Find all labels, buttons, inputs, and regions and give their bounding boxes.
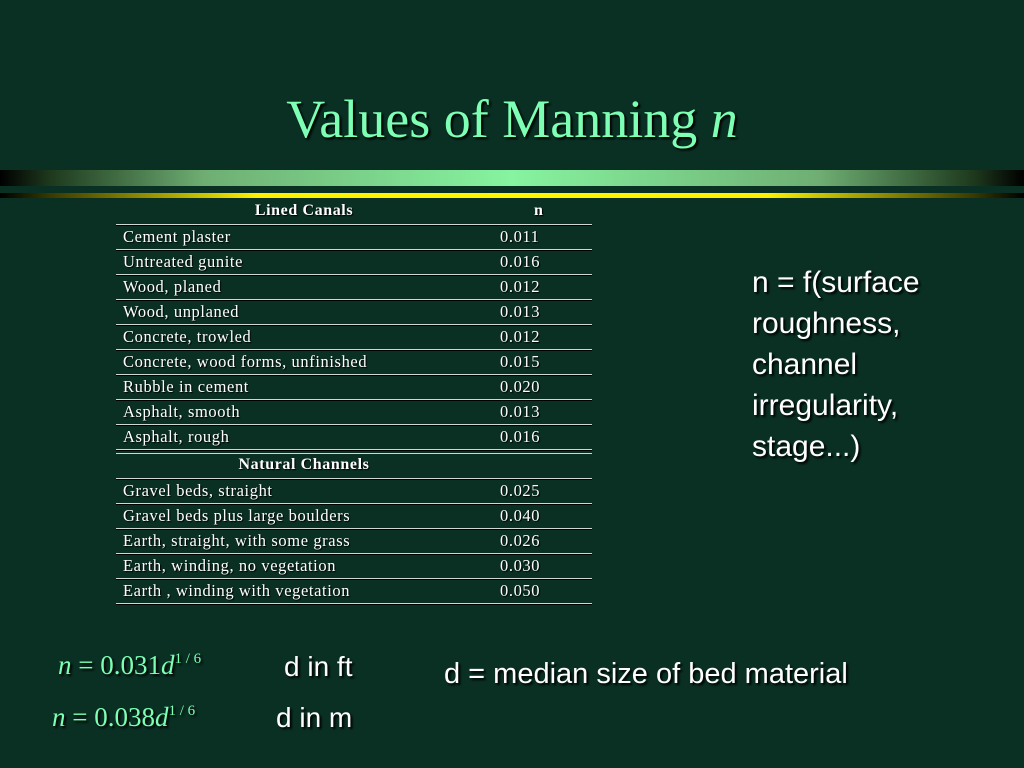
n-value-cell: 0.012 [500,277,541,296]
decorative-green-bar [0,170,1024,186]
material-cell: Rubble in cement [123,377,249,396]
formula-ft-lhs: n [58,650,72,680]
title-variable: n [710,89,738,149]
n-value-cell: 0.030 [500,556,541,575]
table-row [116,400,592,425]
n-value-cell: 0.015 [500,352,541,371]
unit-ft: d in ft [284,651,353,682]
lined-canals-rows [116,225,592,450]
n-value-cell: 0.026 [500,531,541,550]
n-value-cell: 0.011 [500,227,540,246]
manning-table [116,200,592,604]
decorative-yellow-bar [0,193,1024,198]
slide-title [0,88,1024,150]
header-natural-channels: Natural Channels [238,456,370,473]
table-row [116,529,592,554]
formula-ft-coef: 0.031 [100,650,161,680]
formula-m-coef: 0.038 [94,702,155,732]
table-row [116,479,592,504]
material-cell: Earth, winding, no vegetation [123,556,337,575]
material-cell: Earth , winding with vegetation [123,581,351,600]
header-lined-canals: Lined Canals [254,202,354,219]
table-row [116,250,592,275]
n-value-cell: 0.012 [500,327,541,346]
n-value-cell: 0.013 [500,402,541,421]
formula-ft-eq: = [78,650,94,680]
unit-m: d in m [276,702,353,733]
material-cell: Concrete, trowled [123,327,252,346]
table-row [116,325,592,350]
material-cell: Wood, planed [123,277,222,296]
table-row [116,554,592,579]
material-cell: Cement plaster [123,227,231,246]
natural-channels-rows [116,479,592,604]
table-row [116,579,592,604]
table-row [116,504,592,529]
roughness-note: n = f(surface roughness, channel irregularity, stage...) [752,266,920,463]
header-n: n [534,202,544,219]
n-value-cell: 0.025 [500,481,541,500]
formula-m [52,702,195,733]
n-value-cell: 0.016 [500,252,541,271]
formula-ft-exp: 1 / 6 [174,651,202,667]
material-cell: Asphalt, rough [123,427,230,446]
table-row [116,300,592,325]
material-cell: Asphalt, smooth [123,402,241,421]
n-value-cell: 0.050 [500,581,541,600]
formula-ft [58,650,201,681]
formula-m-exp: 1 / 6 [168,703,196,719]
natural-channels-header [116,453,592,479]
median-note: d = median size of bed material [444,658,848,690]
n-value-cell: 0.013 [500,302,541,321]
material-cell: Gravel beds plus large boulders [123,506,351,525]
table-header [116,200,592,225]
n-value-cell: 0.040 [500,506,541,525]
material-cell: Wood, unplaned [123,302,240,321]
table-row [116,225,592,250]
n-value-cell: 0.016 [500,427,541,446]
table-row [116,275,592,300]
title-text: Values of Manning [286,89,711,149]
material-cell: Earth, straight, with some grass [123,531,351,550]
formula-ft-var: d [160,650,175,680]
material-cell: Gravel beds, straight [123,481,273,500]
formula-m-eq: = [72,702,88,732]
table-row [116,350,592,375]
formula-m-lhs: n [52,702,66,732]
material-cell: Untreated gunite [123,252,244,271]
table-row [116,375,592,400]
formula-m-var: d [154,702,169,732]
table-row [116,425,592,450]
n-value-cell: 0.020 [500,377,541,396]
material-cell: Concrete, wood forms, unfinished [123,352,368,371]
